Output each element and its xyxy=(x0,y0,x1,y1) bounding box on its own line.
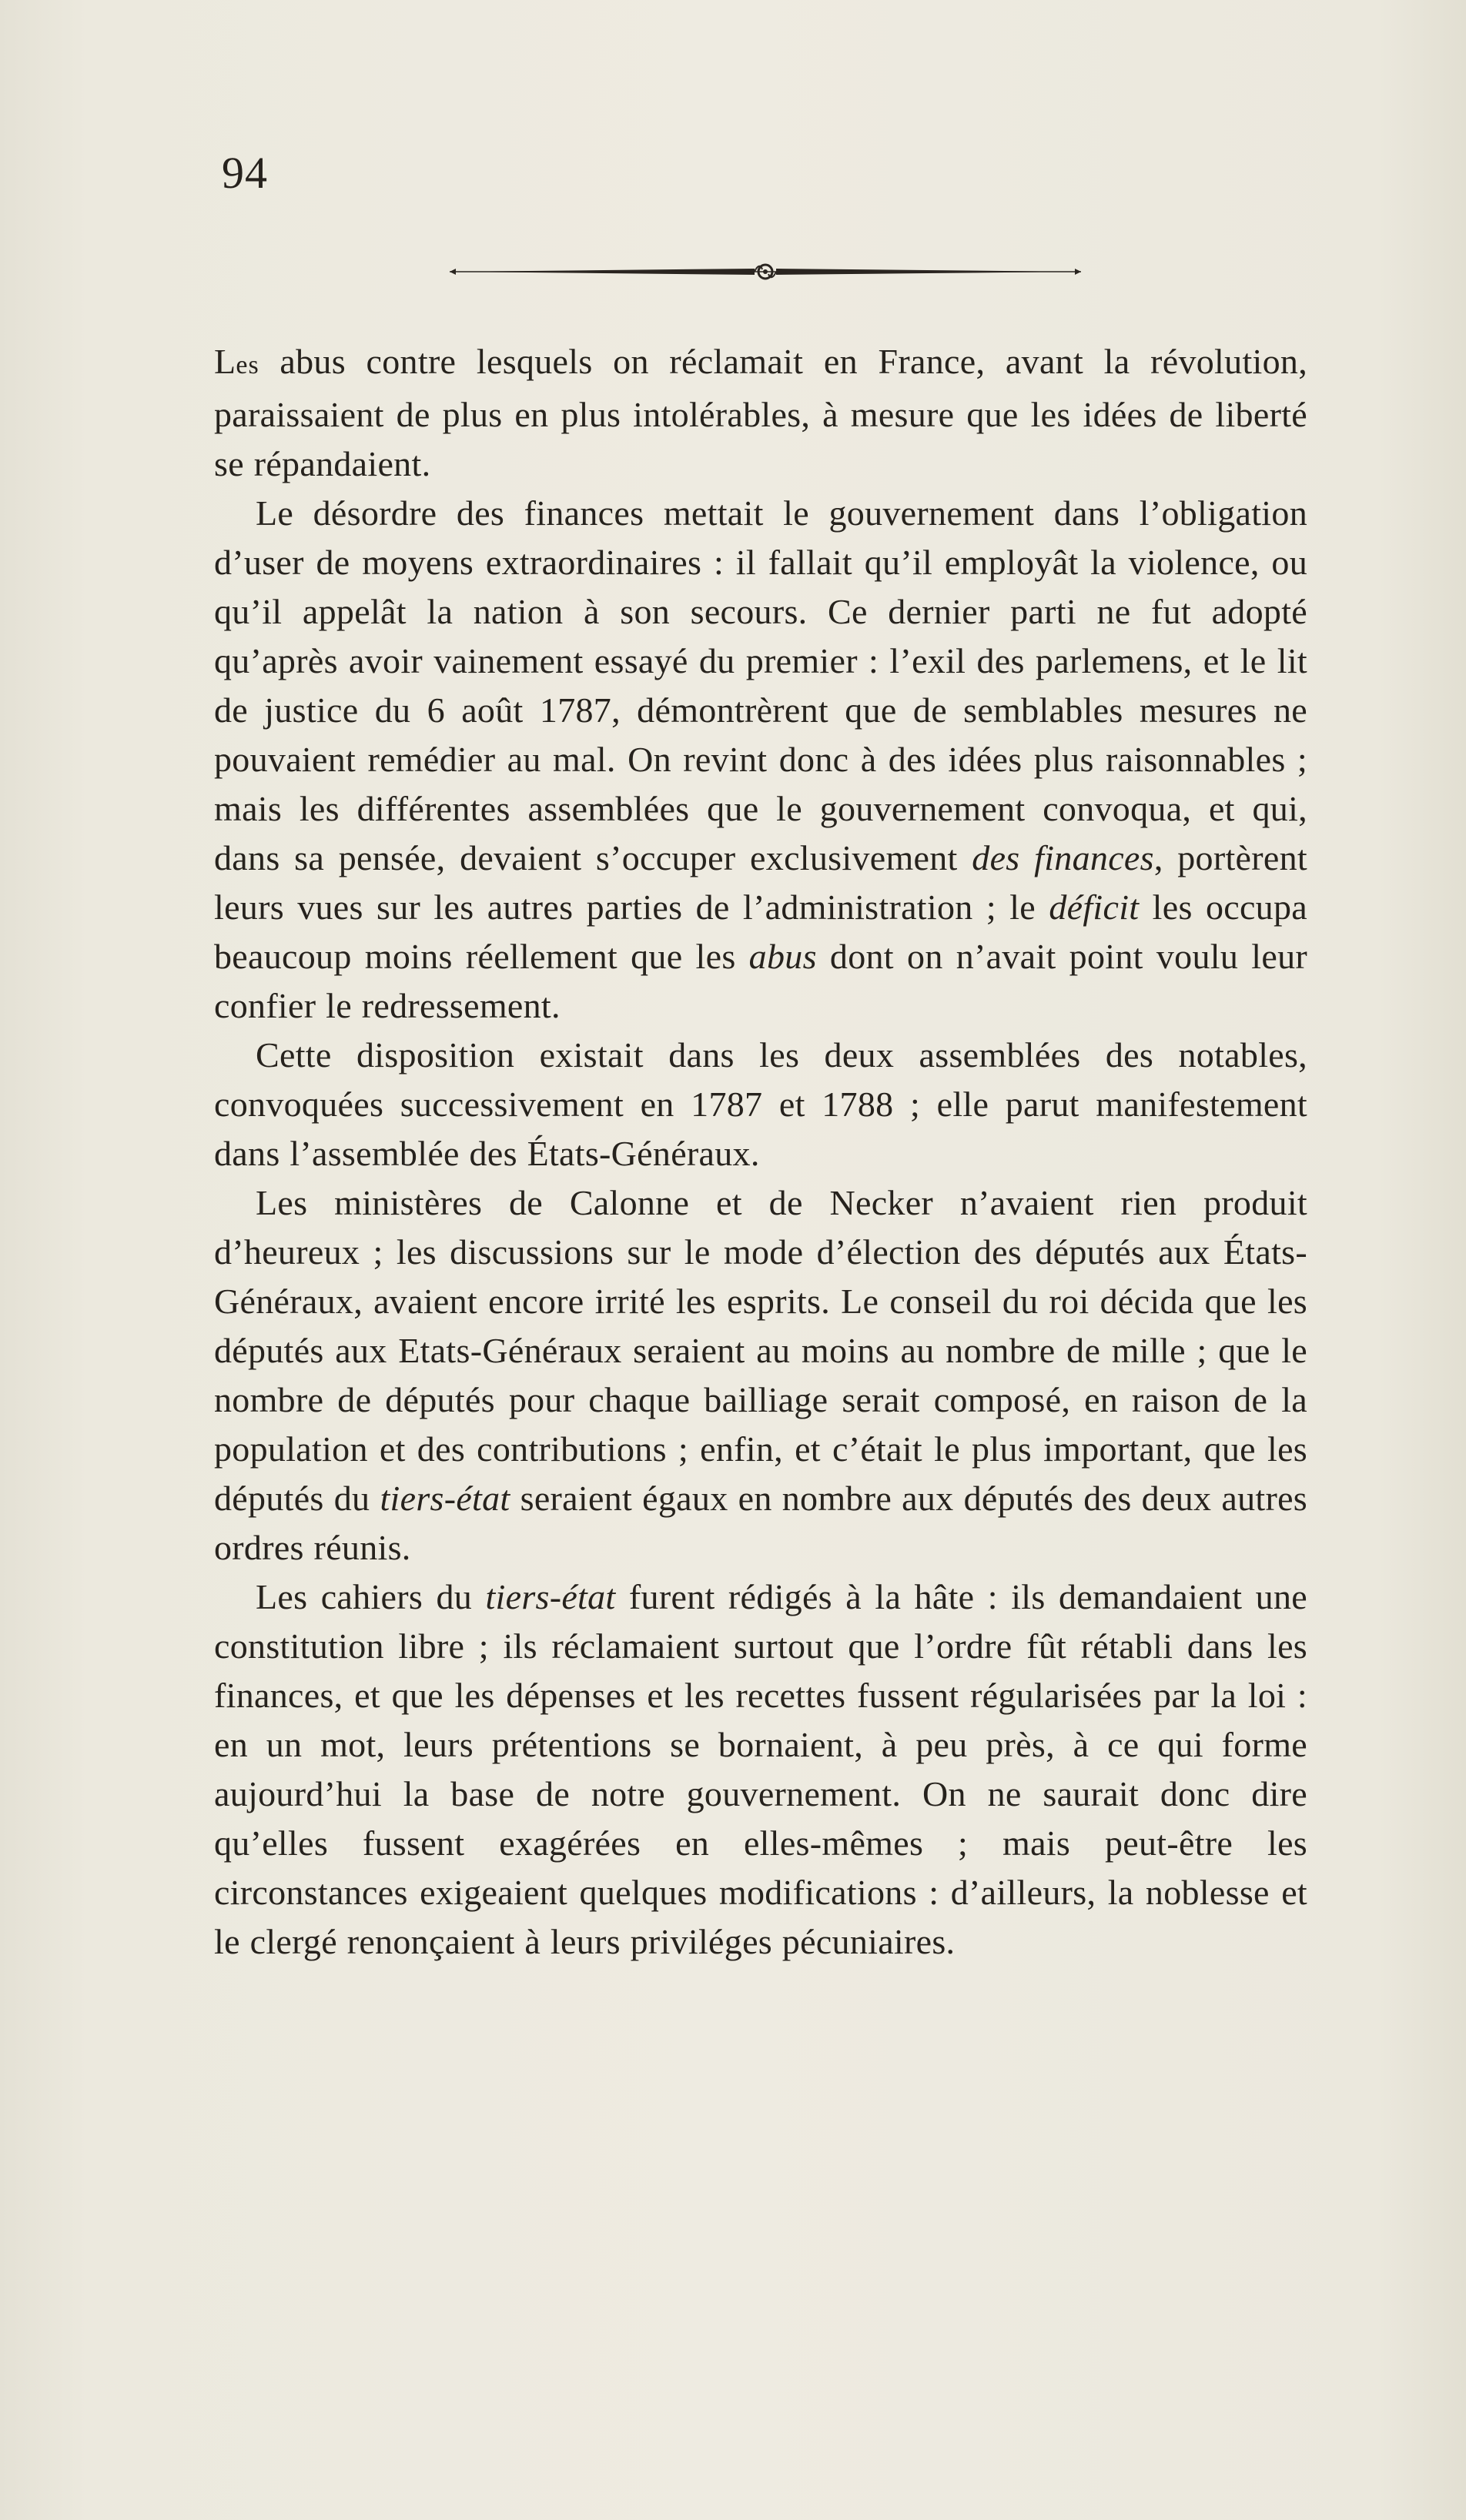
paragraph-text: , portèrent leurs vues sur les autres parties de l’administration ; le xyxy=(214,838,1307,927)
paragraph-text: abus contre lesquels on réclamait en France, avant la révolution, paraissaient de plus en plus intolérables, à mesure que les idées de liberté se répandaient. xyxy=(214,342,1307,483)
italic-phrase: déficit xyxy=(1049,887,1140,927)
italic-phrase: des finances xyxy=(972,838,1154,877)
paragraph-1 xyxy=(214,337,1307,489)
paragraph-3 xyxy=(214,1031,1307,1178)
fleuron-rule-icon xyxy=(450,260,1081,283)
paragraph-text: les occupa beaucoup moins réellement que les xyxy=(214,887,1307,976)
italic-phrase: tiers-état xyxy=(380,1479,510,1518)
paragraph-text: Les cahiers du xyxy=(256,1577,486,1616)
paragraph-text: Cette disposition existait dans les deux assemblées des notables, convoquées successivement en 1787 et 1788 ; elle parut manifestement dans l’assemblée des États-Généraux. xyxy=(214,1035,1307,1173)
dropcap-letter: L xyxy=(214,342,236,381)
page-number: 94 xyxy=(222,148,268,198)
paragraph-5 xyxy=(214,1572,1307,1967)
paragraph-text: dont on n’avait point voulu leur confier le redressement. xyxy=(214,937,1307,1025)
paragraph-text: Le désordre des finances mettait le gouvernement dans l’obligation d’user de moyens extraordinaires : il fallait qu’il employât la violence, ou qu’il appelât la nation à son secours. Ce dernier parti ne fut adopté qu’après avoir vainement essayé du premier : l’exil des parlemens, et le lit de justice du 6 août 1787, démontrèrent que de semblables mesures ne pouvaient remédier au mal. On revint donc à des idées plus raisonnables ; mais les différentes assemblées que le gouvernement convoqua, et qui, dans sa pensée, devaient s’occuper exclusivement xyxy=(214,493,1307,877)
italic-phrase: tiers-état xyxy=(485,1577,616,1616)
paragraph-text: Les ministères de Calonne et de Necker n’avaient rien produit d’heureux ; les discussions sur le mode d’élection des députés aux États-Généraux, avaient encore irrité les esprits. Le conseil du roi décida que les députés aux Etats-Généraux seraient au moins au nombre de mille ; que le nombre de députés pour chaque bailliage serait composé, en raison de la population et des contributions ; enfin, et c’était le plus important, que les députés du xyxy=(214,1183,1307,1518)
italic-phrase: abus xyxy=(748,937,817,976)
paragraph-2 xyxy=(214,489,1307,1031)
small-caps-word: es xyxy=(236,351,259,379)
paragraph-text: seraient égaux en nombre aux députés des deux autres ordres réunis. xyxy=(214,1479,1307,1567)
paragraph-text: furent rédigés à la hâte : ils demandaient une constitution libre ; ils réclamaient surtout que l’ordre fût rétabli dans les finances, et que les dépenses et les recettes fussent régularisées par la loi : en un mot, leurs prétentions se bornaient, à peu près, à ce qui forme aujourd’hui la base de notre gouvernement. On ne saurait donc dire qu’elles fussent exagérées en elles-mêmes ; mais peut-être les circonstances exigeaient quelques modifications : d’ailleurs, la noblesse et le clergé renonçaient à leurs priviléges pécuniaires. xyxy=(214,1577,1307,1961)
paragraph-4 xyxy=(214,1178,1307,1572)
body-text xyxy=(214,337,1307,1967)
